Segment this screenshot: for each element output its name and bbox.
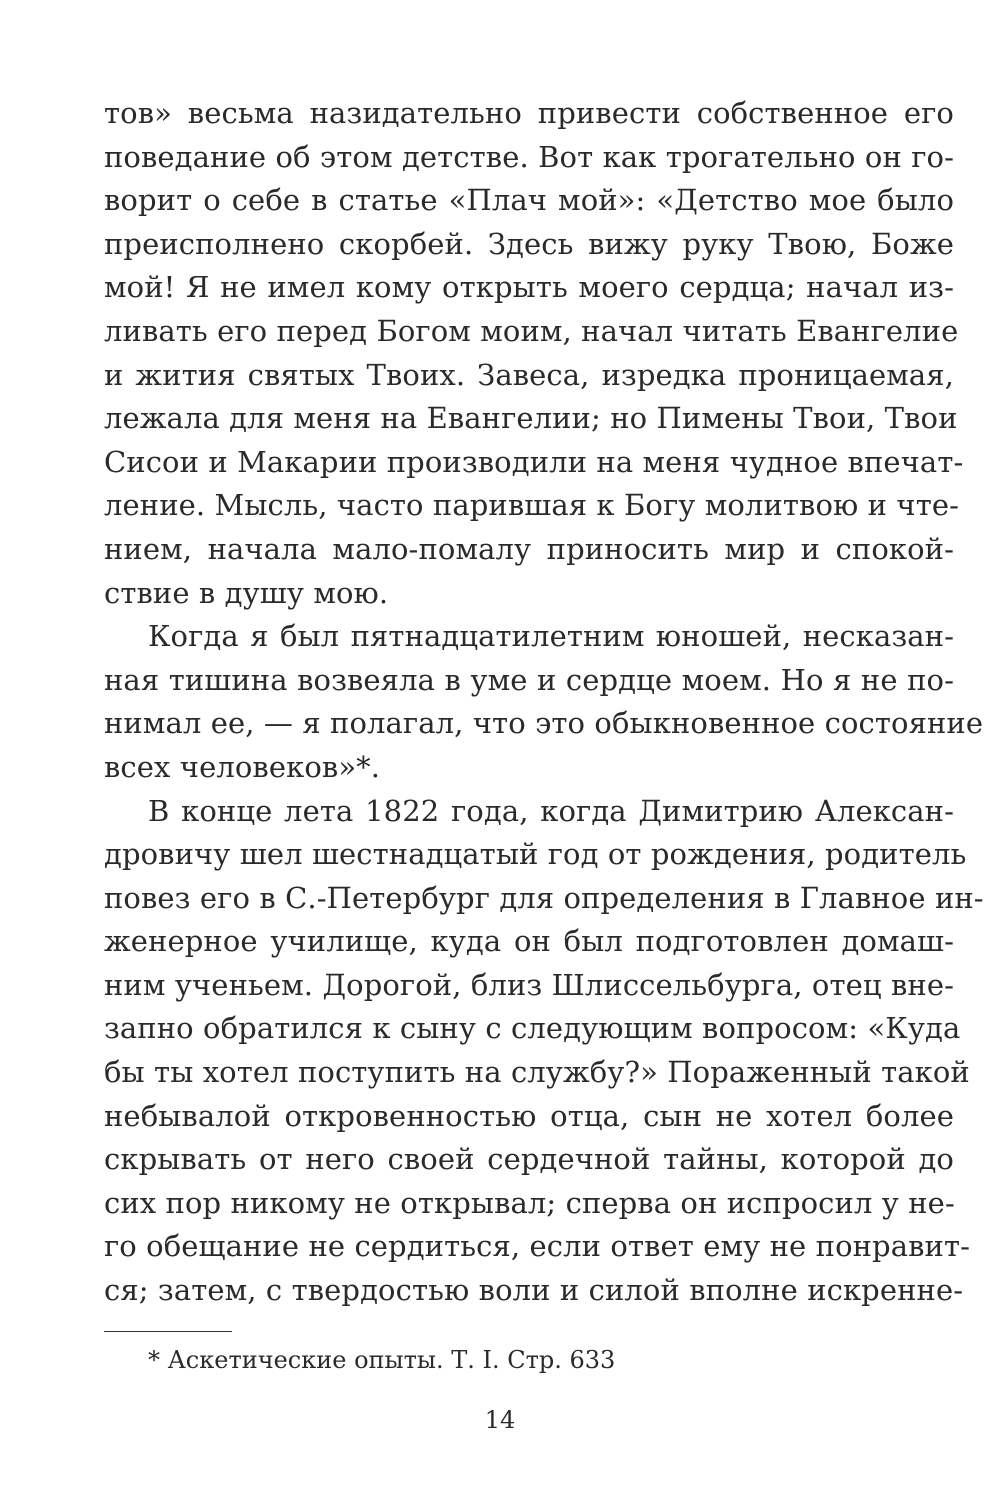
text-line: бы ты хотел поступить на службу?» Пораженный такой — [104, 1055, 970, 1090]
text-line: нимал ее, — я полагал, что это обыкновенное состояние — [104, 706, 984, 741]
text-line: запно обратился к сыну с следующим вопросом: «Куда — [104, 1011, 961, 1046]
book-page-text — [104, 92, 984, 1313]
text-line: повез его в С.-Петербург для определения в Главное ин- — [104, 880, 984, 915]
text-line: Когда я был пятнадцатилетним юношей, несказан- — [148, 619, 954, 654]
text-line: и жития святых Твоих. Завеса, изредка проницаемая, — [104, 357, 954, 392]
text-line: сих пор никому не открывал; сперва он испросил у не- — [104, 1185, 955, 1220]
text-line: Сисои и Макарии производили на меня чудное впечат- — [104, 444, 964, 479]
text-line: В конце лета 1822 года, когда Димитрию Алексан- — [148, 793, 954, 828]
text-line: нием, начала мало-помалу приносить мир и спокой- — [104, 531, 954, 566]
text-line: ливать его перед Богом моим, начал читать Евангелие — [104, 313, 959, 348]
text-line: небывалой откровенностью отца, сын не хотел более — [104, 1098, 954, 1133]
footnote-divider — [104, 1331, 232, 1332]
text-line: ним ученьем. Дорогой, близ Шлиссельбурга, отец вне- — [104, 967, 954, 1002]
text-line: преисполнено скорбей. Здесь вижу руку Твою, Боже — [104, 226, 954, 261]
footnote: * Аскетические опыты. Т. I. Стр. 633 — [148, 1346, 616, 1374]
text-line: всех человеков»*. — [104, 749, 381, 784]
text-line: ление. Мысль, часто парившая к Богу молитвою и чте- — [104, 488, 960, 523]
text-line: лежала для меня на Евангелии; но Пимены Твои, Твои — [104, 401, 958, 436]
text-line: дровичу шел шестнадцатый год от рождения, родитель — [104, 837, 967, 872]
page-number: 14 — [484, 1406, 516, 1434]
text-line: ся; затем, с твердостью воли и силой вполне искренне- — [104, 1273, 964, 1308]
text-line: скрывать от него своей сердечной тайны, которой до — [104, 1142, 954, 1177]
text-line: ная тишина возвеяла в уме и сердце моем. Но я не по- — [104, 662, 954, 697]
text-line: го обещание не сердиться, если ответ ему не понравит- — [104, 1229, 971, 1264]
text-line: ствие в душу мою. — [104, 575, 389, 610]
text-line: мой! Я не имел кому открыть моего сердца; начал из- — [104, 270, 954, 305]
text-line: женерное училище, куда он был подготовлен домаш- — [104, 924, 954, 959]
text-line: ворит о себе в статье «Плач мой»: «Детство мое было — [104, 183, 954, 218]
text-line: тов» весьма назидательно привести собственное его — [104, 96, 954, 130]
text-line: поведание об этом детстве. Вот как трогательно он го- — [104, 139, 954, 174]
